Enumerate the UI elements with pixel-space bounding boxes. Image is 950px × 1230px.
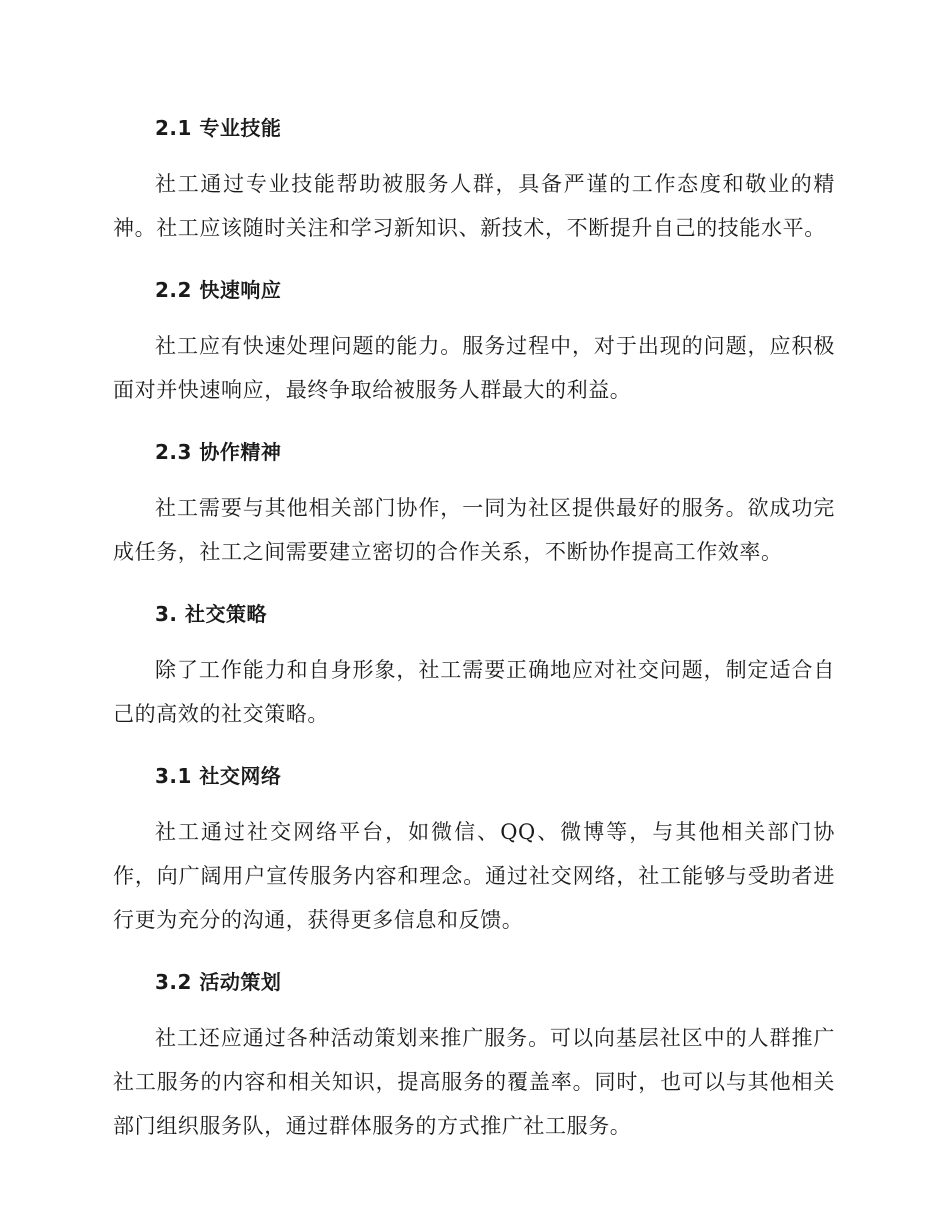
section-heading-3-1: 3.1 社交网络	[155, 764, 282, 788]
section-heading-3: 3. 社交策略	[155, 602, 267, 626]
section-heading-3-2: 3.2 活动策划	[155, 970, 282, 994]
document-content	[113, 110, 835, 1170]
section-heading-2-1: 2.1 专业技能	[155, 116, 282, 140]
section-heading-2-2: 2.2 快速响应	[155, 278, 282, 302]
section-body-3: 除了工作能力和自身形象，社工需要正确地应对社交问题，制定适合自己的高效的社交策略。	[113, 658, 835, 726]
section-body-2-3: 社工需要与其他相关部门协作，一同为社区提供最好的服务。欲成功完成任务，社工之间需要建立密切的合作关系，不断协作提高工作效率。	[113, 496, 835, 564]
section-body-3-2: 社工还应通过各种活动策划来推广服务。可以向基层社区中的人群推广社工服务的内容和相关知识，提高服务的覆盖率。同时，也可以与其他相关部门组织服务队，通过群体服务的方式推广社工服务。	[113, 1026, 835, 1138]
section-body-3-1: 社工通过社交网络平台，如微信、QQ、微博等，与其他相关部门协作，向广阔用户宣传服务内容和理念。通过社交网络，社工能够与受助者进行更为充分的沟通，获得更多信息和反馈。	[113, 820, 835, 932]
section-body-2-2: 社工应有快速处理问题的能力。服务过程中，对于出现的问题，应积极面对并快速响应，最终争取给被服务人群最大的利益。	[113, 334, 835, 402]
section-heading-2-3: 2.3 协作精神	[155, 440, 282, 464]
section-body-2-1: 社工通过专业技能帮助被服务人群，具备严谨的工作态度和敬业的精神。社工应该随时关注和学习新知识、新技术，不断提升自己的技能水平。	[113, 172, 835, 240]
